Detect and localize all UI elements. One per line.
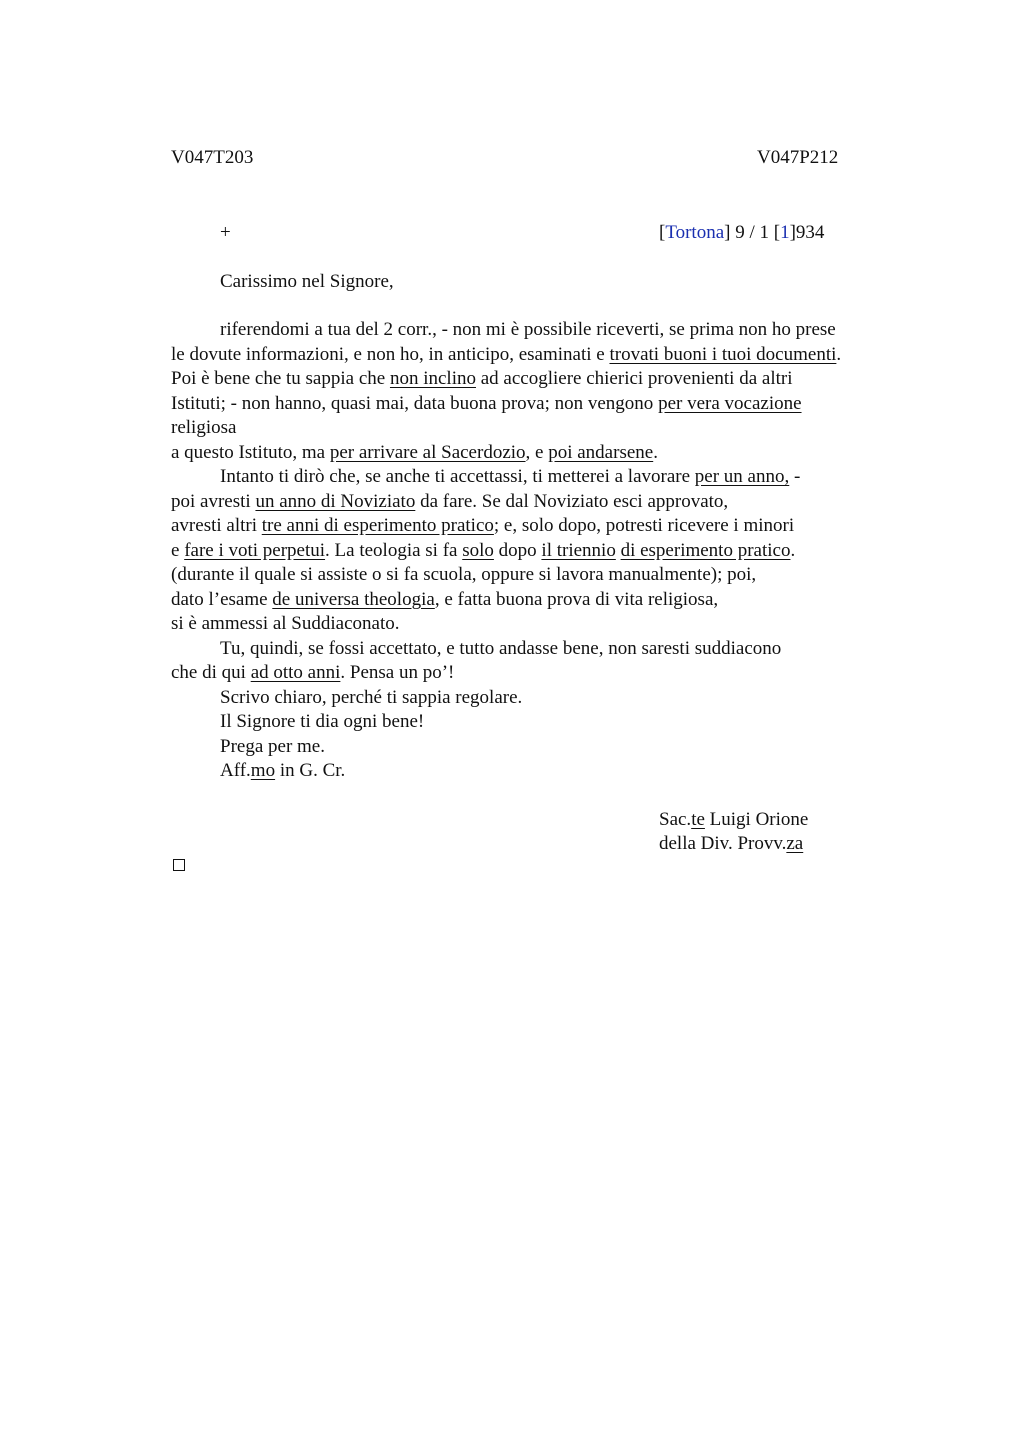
underlined-text: de universa theologia	[272, 589, 435, 610]
signature-name	[659, 808, 808, 832]
letter-line: religiosa	[171, 417, 237, 438]
underlined-text: per un anno,	[694, 466, 790, 487]
letter-line	[171, 539, 795, 563]
document-code-left: V047T203	[171, 147, 254, 168]
letter-line	[171, 392, 802, 416]
letter-line: riferendomi a tua del 2 corr., - non mi è possibile riceverti, se prima non ho prese	[220, 319, 836, 340]
date-part: ] 9 / 1 [	[724, 222, 781, 243]
letter-line	[171, 343, 841, 367]
underlined-text: ad otto anni	[250, 662, 341, 683]
salutation: Carissimo nel Signore,	[220, 271, 394, 292]
underlined-text: per vera vocazione	[658, 393, 802, 414]
letter-line	[171, 514, 794, 538]
cross-symbol: +	[220, 222, 231, 243]
text: avresti altri	[171, 515, 262, 536]
text: .	[790, 540, 796, 561]
underlined-text: solo	[462, 540, 494, 561]
text: in G. Cr.	[275, 760, 346, 781]
underlined-text: za	[786, 833, 804, 854]
underlined-text: fare i voti perpetui	[184, 540, 326, 561]
letter-line: si è ammessi al Suddiaconato.	[171, 613, 400, 634]
text: Intanto ti dirò che, se anche ti accettassi, ti metterei a lavorare	[220, 466, 695, 487]
letter-line	[171, 661, 454, 685]
text: Sac.	[659, 809, 692, 830]
closing	[220, 759, 345, 783]
text: Aff.	[220, 760, 251, 781]
text: Luigi Orione	[704, 809, 809, 830]
text: Istituti; - non hanno, quasi mai, data buona prova; non vengono	[171, 393, 659, 414]
date-part: ]934	[789, 222, 825, 243]
text: della Div. Provv.	[659, 833, 787, 854]
date-digit: 1	[780, 222, 790, 243]
place-name: Tortona	[665, 222, 725, 243]
underlined-text: il triennio	[541, 540, 616, 561]
underlined-text: per arrivare al Sacerdozio	[329, 442, 526, 463]
letter-line	[171, 588, 718, 612]
letter-line	[171, 367, 793, 391]
underlined-text: trovati buoni i tuoi documenti	[609, 344, 837, 365]
underlined-text: te	[691, 809, 705, 830]
underlined-text: non inclino	[389, 368, 476, 389]
text: .	[653, 442, 658, 463]
text: da fare. Se dal Noviziato esci approvato,	[415, 491, 729, 512]
signature-title	[659, 832, 803, 856]
letter-line	[171, 441, 658, 465]
underlined-text: poi andarsene	[548, 442, 654, 463]
letter-line: Il Signore ti dia ogni bene!	[220, 711, 425, 732]
document-code-right: V047P212	[757, 147, 839, 168]
square-outline-icon	[173, 859, 185, 871]
text: le dovute informazioni, e non ho, in anticipo, esaminati e	[171, 344, 610, 365]
underlined-text: mo	[250, 760, 276, 781]
text: e	[171, 540, 185, 561]
letter-line	[220, 465, 800, 489]
letter-line: Prega per me.	[220, 736, 325, 757]
letter-line: Scrivo chiaro, perché ti sappia regolare.	[220, 687, 523, 708]
underlined-text: di esperimento pratico	[620, 540, 791, 561]
text: -	[789, 466, 801, 487]
text: ad accogliere chierici provenienti da altri	[475, 368, 793, 389]
text: , e fatta buona prova di vita religiosa,	[434, 589, 719, 610]
text: ; e, solo dopo, potresti ricevere i minori	[493, 515, 795, 536]
text: , e	[525, 442, 549, 463]
text: Poi è bene che tu sappia che	[171, 368, 390, 389]
text: poi avresti	[171, 491, 256, 512]
text: .	[836, 344, 842, 365]
letter-line: (durante il quale si assiste o si fa scuola, oppure si lavora manualmente); poi,	[171, 564, 757, 585]
underlined-text: un anno di Noviziato	[255, 491, 416, 512]
text: dato l’esame	[171, 589, 273, 610]
dateline	[659, 221, 824, 245]
letter-line: Tu, quindi, se fossi accettato, e tutto andasse bene, non saresti suddiacono	[220, 638, 782, 659]
underlined-text: tre anni di esperimento pratico	[261, 515, 494, 536]
text: . La teologia si fa	[325, 540, 463, 561]
text: . Pensa un po’!	[340, 662, 455, 683]
text: che di qui	[171, 662, 251, 683]
bracket: [	[659, 222, 666, 243]
text: a questo Istituto, ma	[171, 442, 330, 463]
letter-line	[171, 490, 728, 514]
text: dopo	[493, 540, 542, 561]
